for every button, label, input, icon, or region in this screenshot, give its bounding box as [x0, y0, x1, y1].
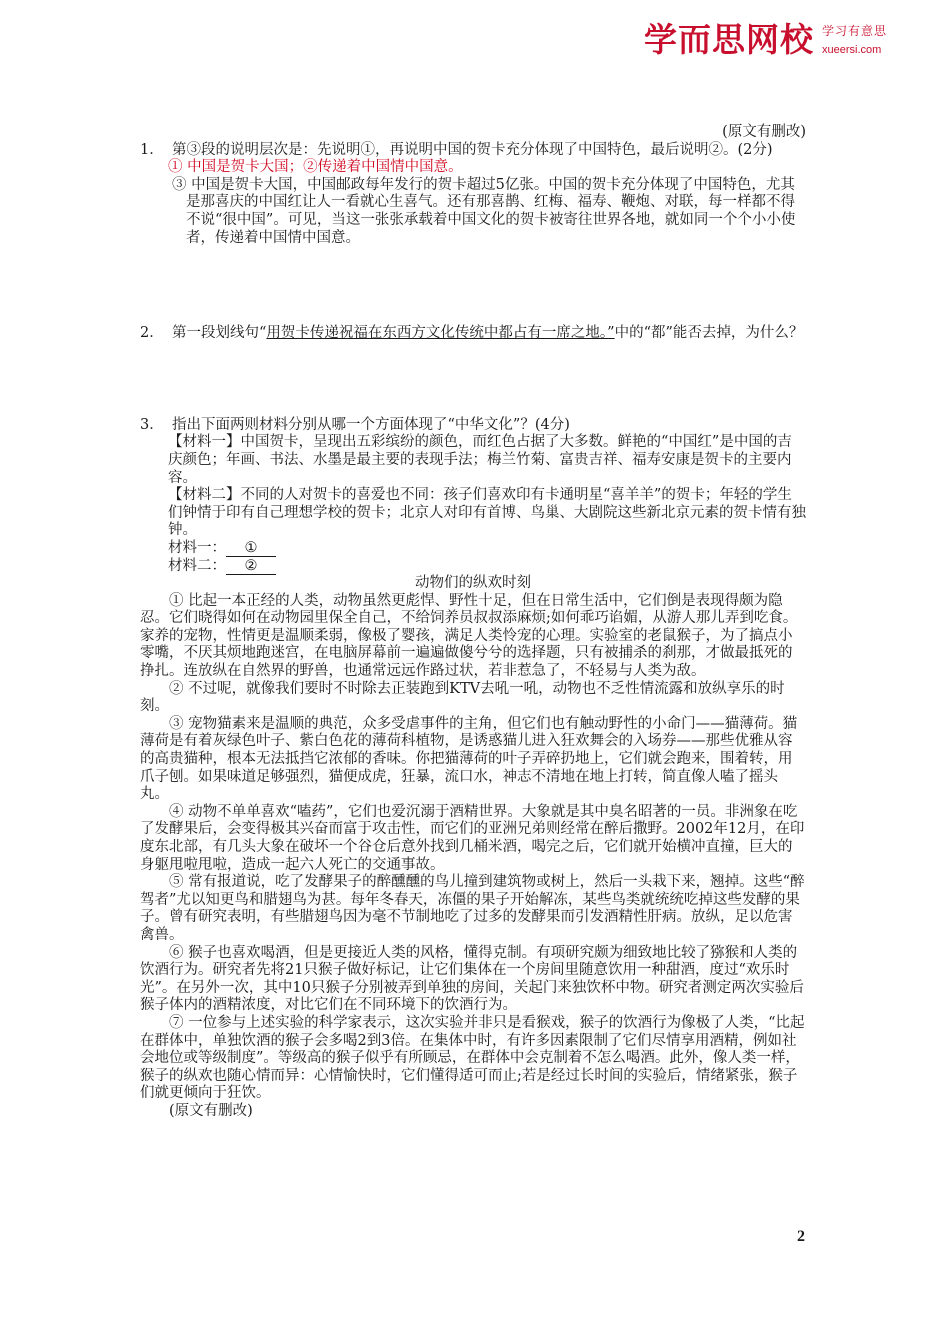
material-2: 【材料二】不同的人对贺卡的喜爱也不同：孩子们喜欢印有卡通明星“喜羊羊”的贺卡；年轻的学生们钟情于印有自己理想学校的贺卡；北京人对印有首博、鸟巢、大剧院这些新北京元素的贺卡情有独钟。: [168, 487, 806, 539]
question-3-number: 3．: [140, 416, 164, 433]
material-2-blank-label: 材料二：: [168, 557, 226, 574]
material-2-blank: ②: [226, 559, 276, 575]
question-2-underlined-sentence: 用贺卡传递祝福在东西方文化传统中都占有一席之地。”: [266, 325, 615, 342]
document-body: [140, 124, 806, 1121]
article-title: 动物们的纵欢时刻: [415, 575, 531, 592]
article-paragraph-1: ① 比起一本正经的人类，动物虽然更彪悍、野性十足，但在日常生活中，它们倒是表现得颇为隐忍。它们晓得如何在动物园里保全自己，不给饲养员叔叔添麻烦;如何乖巧谄媚，从游人那儿弄到吃食。家养的宠物，性情更是温顺柔弱，像极了婴孩，满足人类怜宠的心理。实验室的老鼠猴子，为了搞点小零嘴，不厌其烦地跑迷宫，在电脑屏幕前一遍遍做傻兮兮的选择题，只有被捕杀的刹那，才做最抵死的挣扎。连放纵在自然界的野兽，也通常远远作路过状，若非惹急了，不轻易与人类为敌。: [140, 592, 798, 680]
article-paragraph-6: ⑥ 猴子也喜欢喝酒，但是更接近人类的风格，懂得克制。有项研究颇为细致地比较了猕猴和人类的饮酒行为。研究者先将21只猴子做好标记，让它们集体在一个房间里随意饮用一种甜酒，度过“欢乐时光”。在另外一次，其中10只猴子分别被弄到单独的房间，关起门来独饮杯中物。研究者测定两次实验后猴子体内的酒精浓度，对比它们在不同环境下的饮酒行为。: [140, 944, 804, 1014]
question-1-passage: ③ 中国是贺卡大国，中国邮政每年发行的贺卡超过5亿张。中国的贺卡充分体现了中国特色，尤其是那喜庆的中国红让人一看就心生喜气。还有那喜鹊、红梅、福寿、鞭炮、对联，每一样都不得不说“很中国”。可见，当这一张张承载着中国文化的贺卡被寄往世界各地，就如同一个个小小使者，传递着中国情中国意。: [172, 176, 796, 246]
question-1-text: 第③段的说明层次是：先说明①，再说明中国的贺卡充分体现了中国特色，最后说明②。(2分): [172, 141, 773, 158]
article-paragraph-3: ③ 宠物猫素来是温顺的典范，众多受虐事件的主角，但它们也有触动野性的小命门——猫薄荷。猫薄荷是有着灰绿色叶子、紫白色花的薄荷科植物，是诱惑猫儿进入狂欢舞会的入场券——那些优雅从容的高贵猫种，根本无法抵挡它浓郁的香味。你把猫薄荷的叶子弄碎扔地上，它们就会跑来，围着转，用爪子刨。如果味道足够强烈，猫便成虎，狂暴，流口水，神志不清地在地上打转，简直像人嗑了摇头丸。: [140, 715, 798, 803]
material-2-blank-row: [140, 558, 806, 576]
question-2-prefix: 第一段划线句“: [172, 325, 267, 342]
article-paragraph-4: ④ 动物不单单喜欢“嗑药”，它们也爱沉溺于酒精世界。大象就是其中臭名昭著的一员。非洲象在吃了发酵果后，会变得极其兴奋而富于攻击性，而它们的亚洲兄弟则经常在醉后撒野。2002年12月，在印度东北部，有几头大象在破坏一个谷仓后意外找到几桶米酒，喝完之后，它们就开始横冲直撞，巨大的身躯甩啦甩啦，造成一起六人死亡的交通事故。: [140, 803, 805, 873]
question-2: [140, 325, 806, 343]
logo-brand-name: 学而思网校: [644, 20, 814, 59]
question-1: [140, 142, 806, 160]
article-paragraph-7: ⑦ 一位参与上述实验的科学家表示，这次实验并非只是看猴戏，猴子的饮酒行为像极了人类，“比起在群体中，单独饮酒的猴子会多喝2到3倍。在集体中时，有许多因素限制了它们尽情享用酒精，例如社会地位或等级制度”。等级高的猴子似乎有所顾忌，在群体中会克制着不怎么喝酒。此外，像人类一样，猴子的纵欢也随心情而异：心情愉快时，它们懂得适可而止;若是经过长时间的实验后，情绪紧张，猴子们就更倾向于狂饮。: [140, 1014, 805, 1102]
question-3: [140, 417, 806, 435]
page-number: 2: [797, 1228, 805, 1245]
question-2-number: 2．: [140, 325, 164, 342]
material-1: 【材料一】中国贺卡，呈现出五彩缤纷的颜色，而红色占据了大多数。鲜艳的“中国红”是中国的吉庆颜色；年画、书法、水墨是最主要的表现手法；梅兰竹菊、富贵吉祥、福寿安康是贺卡的主要内容。: [168, 434, 792, 486]
logo-slogan: 学习有意思: [822, 24, 888, 38]
question-2-suffix: 中的“都”能否去掉，为什么？: [614, 325, 804, 342]
material-1-blank-label: 材料一：: [168, 539, 226, 556]
material-1-blank-row: [140, 540, 806, 558]
question-1-answer: ① 中国是贺卡大国；②传递着中国情中国意。: [168, 159, 463, 176]
question-1-number: 1．: [140, 141, 164, 158]
material-1-blank: ①: [226, 541, 276, 557]
source-note-top: (原文有删改): [722, 124, 806, 140]
article-paragraph-2: ② 不过呢，就像我们要时不时除去正装跑到KTV去吼一吼，动物也不乏性情流露和放纵享乐的时刻。: [140, 680, 785, 715]
logo-site: xueersi.com: [822, 44, 882, 56]
brand-logo: [644, 18, 904, 78]
question-3-text: 指出下面两则材料分别从哪一个方面体现了“中华文化”？(4分): [172, 416, 570, 433]
source-note-bottom: (原文有删改): [169, 1102, 253, 1119]
article-paragraph-5: ⑤ 常有报道说，吃了发酵果子的醉醺醺的鸟儿撞到建筑物或树上，然后一头栽下来，翘掉。这些“醉驾者”尤以知更鸟和腊翅鸟为甚。每年冬春天，冻僵的果子开始解冻，某些鸟类就统统吃掉这些发酵的果子。曾有研究表明，有些腊翅鸟因为毫不节制地吃了过多的发酵果而引发酒精性肝病。放纵，足以危害禽兽。: [140, 874, 805, 943]
